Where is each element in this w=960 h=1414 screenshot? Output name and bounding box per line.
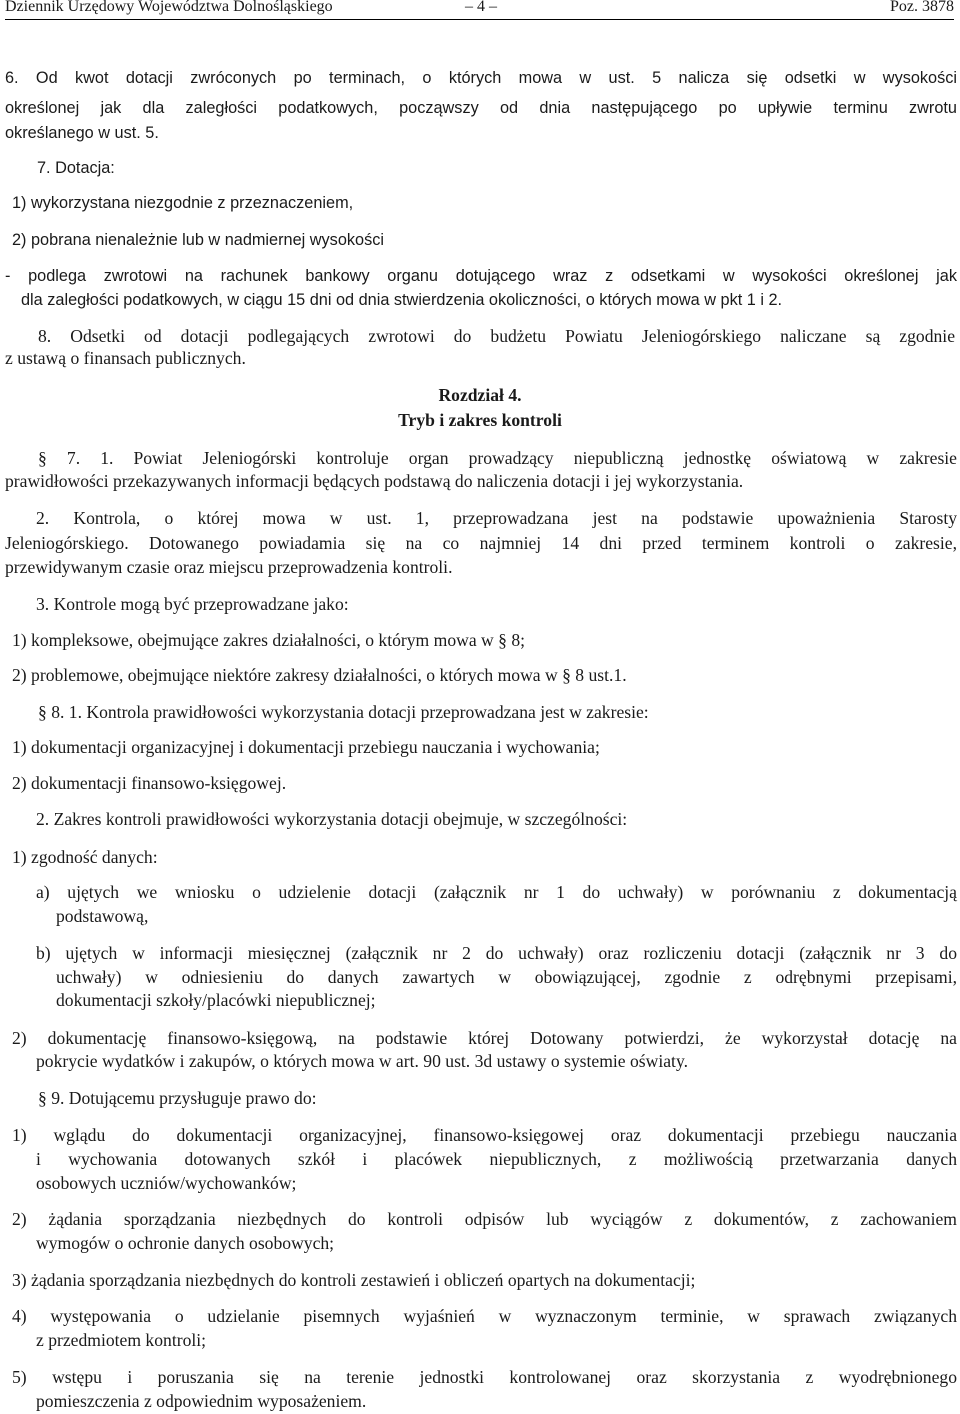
page-number: – 4 – <box>465 0 497 15</box>
paragraph-line: 2. Zakres kontroli prawidłowości wykorzystania dotacji obejmuje, w szczególności: <box>36 809 628 829</box>
paragraph-line: prawidłowości przekazywanych informacji będących podstawą do naliczenia dotacji i jej wykorzystania. <box>5 471 744 491</box>
list-item: i wychowania dotowanych szkół i placówek niepublicznych, z możliwością przetwarzania danych <box>36 1149 957 1169</box>
list-item: wymogów o ochronie danych osobowych; <box>36 1233 335 1253</box>
paragraph-line: 3. Kontrole mogą być przeprowadzane jako: <box>36 594 349 614</box>
list-item: z przedmiotem kontroli; <box>36 1330 207 1350</box>
list-item: 2) pobrana nienależnie lub w nadmiernej wysokości <box>12 231 384 249</box>
list-item: 1) zgodność danych: <box>12 847 158 867</box>
paragraph-line: 2. Kontrola, o której mowa w ust. 1, przeprowadzana jest na podstawie upoważnienia Starosty <box>36 508 957 528</box>
paragraph-line: z ustawą o finansach publicznych. <box>5 348 246 368</box>
page-header <box>5 0 954 20</box>
list-item: 1) kompleksowe, obejmujące zakres działalności, o którym mowa w § 8; <box>12 630 526 650</box>
list-item: 1) wykorzystana niezgodnie z przeznaczeniem, <box>12 194 354 212</box>
paragraph-line: Jeleniogórskiego. Dotowanego powiadamia się na co najmniej 14 dni przed terminem kontroli o zakresie, <box>5 533 957 553</box>
paragraph-line: § 7. 1. Powiat Jeleniogórski kontroluje organ prowadzący niepubliczną jednostkę oświatową w zakresie <box>38 448 957 468</box>
list-item: 3) żądania sporządzania niezbędnych do kontroli zestawień i obliczeń opartych na dokumentacji; <box>12 1270 696 1290</box>
paragraph-line: § 8. 1. Kontrola prawidłowości wykorzystania dotacji przeprowadzana jest w zakresie: <box>38 702 649 722</box>
list-item: podstawową, <box>56 906 149 926</box>
list-item: b) ujętych w informacji miesięcznej (załącznik nr 2 do uchwały) oraz rozliczeniu dotacji (załącznik nr 3 do <box>36 943 957 963</box>
chapter-title: Tryb i zakres kontroli <box>398 410 562 430</box>
list-item: a) ujętych we wniosku o udzielenie dotacji (załącznik nr 1 do uchwały) w porównaniu z dokumentacją <box>36 882 957 902</box>
list-item: 2) dokumentacji finansowo-księgowej. <box>12 773 287 793</box>
paragraph-line: 7. Dotacja: <box>37 159 115 177</box>
list-item: uchwały) w odniesieniu do danych zawartych w obowiązującej, zgodnie z odrębnymi przepisami, <box>56 967 957 987</box>
paragraph-line: określonej jak dla zaległości podatkowych, począwszy od dnia następującego po upływie terminu zwrotu <box>5 99 957 117</box>
list-item: 4) występowania o udzielanie pisemnych wyjaśnień w wyznaczonym terminie, w sprawach związanych <box>12 1306 957 1326</box>
paragraph-line: przewidywanym czasie oraz miejscu przeprowadzenia kontroli. <box>5 557 453 577</box>
list-item: 1) wglądu do dokumentacji organizacyjnej, finansowo-księgowej oraz dokumentacji przebiegu nauczania <box>12 1125 957 1145</box>
list-item: pomieszczenia z odpowiednim wyposażeniem. <box>36 1391 367 1411</box>
paragraph-line: 6. Od kwot dotacji zwróconych po terminach, o których mowa w ust. 5 nalicza się odsetki w wysokości <box>5 69 957 87</box>
paragraph-line: dla zaległości podatkowych, w ciągu 15 dni od dnia stwierdzenia okoliczności, o których mowa w pkt 1 i 2. <box>21 291 783 309</box>
list-item: dokumentacji szkoły/placówki niepublicznej; <box>56 990 376 1010</box>
list-item: 1) dokumentacji organizacyjnej i dokumentacji przebiegu nauczania i wychowania; <box>12 737 600 757</box>
paragraph-line: określanego w ust. 5. <box>5 124 159 142</box>
paragraph-line: - podlega zwrotowi na rachunek bankowy organu dotującego wraz z odsetkami w wysokości określonej jak <box>5 267 957 285</box>
list-item: 2) żądania sporządzania niezbędnych do kontroli odpisów lub wyciągów z dokumentów, z zachowaniem <box>12 1209 957 1229</box>
position-number: Poz. 3878 <box>890 0 954 15</box>
list-item: pokrycie wydatków i zakupów, o których mowa w art. 90 ust. 3d ustawy o systemie oświaty. <box>36 1051 688 1071</box>
list-item: 5) wstępu i poruszania się na terenie jednostki kontrolowanej oraz skorzystania z wyodrębnionego <box>12 1367 957 1387</box>
list-item: 2) dokumentację finansowo-księgową, na podstawie której Dotowany potwierdzi, że wykorzystał dotację na <box>12 1028 957 1048</box>
chapter-number: Rozdział 4. <box>438 385 522 405</box>
paragraph-line: 8. Odsetki od dotacji podlegających zwrotowi do budżetu Powiatu Jeleniogórskiego naliczane są zgodnie <box>38 326 955 346</box>
journal-title: Dziennik Urzędowy Województwa Dolnośląskiego <box>5 0 333 15</box>
paragraph-line: § 9. Dotującemu przysługuje prawo do: <box>38 1088 317 1108</box>
list-item: 2) problemowe, obejmujące niektóre zakresy działalności, o których mowa w § 8 ust.1. <box>12 665 627 685</box>
list-item: osobowych uczniów/wychowanków; <box>36 1173 297 1193</box>
